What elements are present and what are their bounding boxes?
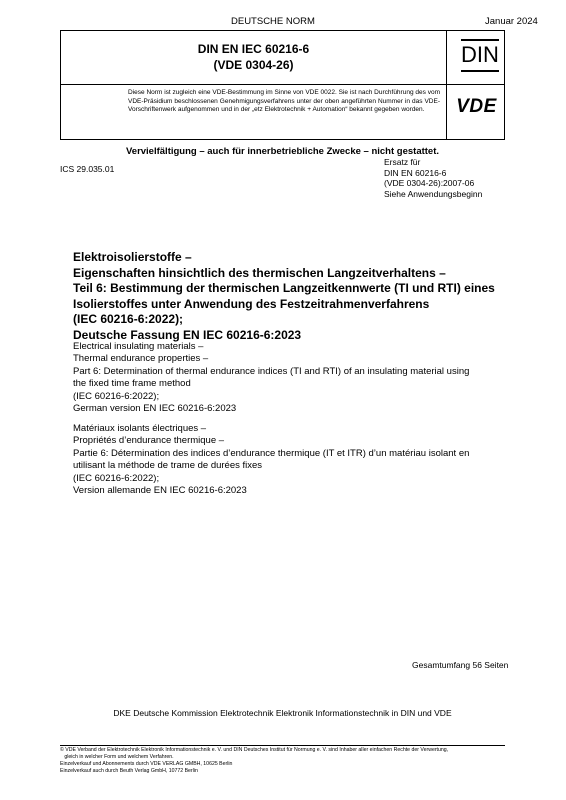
title-de-line: Deutsche Fassung EN IEC 60216-6:2023	[73, 327, 302, 342]
header-horizontal-divider	[61, 84, 504, 85]
title-en-line: Thermal endurance properties –	[73, 353, 209, 365]
title-fr-line: (IEC 60216-6:2022);	[73, 472, 160, 484]
footer-line: gleich in welcher Form und welchem Verfahren.	[60, 754, 174, 760]
standard-number: DIN EN IEC 60216-6	[197, 42, 310, 56]
standard-number-block	[61, 41, 446, 73]
title-english	[73, 341, 513, 415]
publication-date: Januar 2024	[485, 16, 538, 27]
footer-line: © VDE Verband der Elektrotechnik Elektronik Informationstechnik e. V. und DIN Deutsches Institut für Normung e. V. sind Inhaber aller einfachen Rechte der Verwertung,	[60, 747, 449, 753]
replacement-line: Ersatz für	[384, 157, 421, 167]
title-french	[73, 423, 513, 497]
vde-number: (VDE 0304-26)	[213, 58, 294, 72]
header-vertical-divider	[446, 31, 447, 139]
title-en-line: German version EN IEC 60216-6:2023	[73, 403, 237, 415]
vde-logo: VDE	[456, 96, 497, 117]
title-en-line: Electrical insulating materials –	[73, 341, 204, 352]
document-type-label: DEUTSCHE NORM	[231, 16, 315, 27]
title-fr-line: utilisant la méthode de trame de durées fixes	[73, 460, 263, 472]
ics-code: ICS 29.035.01	[60, 164, 115, 174]
title-german	[73, 250, 513, 343]
dke-committee: DKE Deutsche Kommission Elektrotechnik Elektronik Informationstechnik in DIN und VDE	[113, 708, 452, 718]
footer-line: Einzelverkauf auch durch Beuth Verlag GmbH, 10772 Berlin	[60, 768, 198, 774]
title-de-line: Eigenschaften hinsichtlich des thermischen Langzeitverhaltens –	[73, 265, 446, 280]
reproduction-notice: Vervielfältigung – auch für innerbetriebliche Zwecke – nicht gestattet.	[125, 146, 440, 157]
title-en-line: the fixed time frame method	[73, 378, 191, 390]
title-de-line: Teil 6: Bestimmung der thermischen Langzeitkennwerte (TI und RTI) eines	[73, 281, 495, 295]
header-box	[60, 30, 505, 140]
title-fr-line: Partie 6: Détermination des indices d’endurance thermique (IT et ITR) d’un matériau isolant en	[73, 447, 470, 459]
title-fr-line: Propriétés d’endurance thermique –	[73, 435, 225, 447]
title-en-line: (IEC 60216-6:2022);	[73, 390, 160, 402]
title-de-line: Isolierstoffes unter Anwendung des Festzeitrahmenverfahrens	[73, 296, 430, 311]
footer-divider	[60, 745, 505, 746]
vde-statement: Diese Norm ist zugleich eine VDE-Bestimmung im Sinne von VDE 0022. Sie ist nach Durchführung des vom VDE-Präsidium beschlossenen Genehmigungsverfahrens unter der oben angeführten Nummer in das VDE-Vorschriftenwerk aufgenommen und in der „etz Elektrotechnik + Automation“ bekannt gegeben worden.	[128, 89, 440, 114]
din-logo	[461, 39, 499, 75]
title-en-line: Part 6: Determination of thermal endurance indices (TI and RTI) of an insulating material using	[73, 365, 470, 377]
footer-line: Einzelverkauf und Abonnements durch VDE VERLAG GMBH, 10625 Berlin	[60, 761, 233, 767]
title-fr-line: Version allemande EN IEC 60216-6:2023	[73, 485, 247, 497]
total-pages: Gesamtumfang 56 Seiten	[412, 660, 509, 670]
title-fr-line: Matériaux isolants électriques –	[73, 423, 207, 434]
replacement-line: (VDE 0304-26):2007-06	[384, 178, 475, 188]
din-logo-text: DIN	[461, 39, 499, 72]
replacement-line: DIN EN 60216-6	[384, 167, 447, 178]
replacement-line: Siehe Anwendungsbeginn	[384, 188, 483, 199]
title-de-line: (IEC 60216-6:2022);	[73, 312, 184, 326]
copyright-footer	[60, 747, 505, 775]
title-de-line: Elektroisolierstoffe –	[73, 250, 192, 264]
replacement-info	[384, 157, 482, 199]
